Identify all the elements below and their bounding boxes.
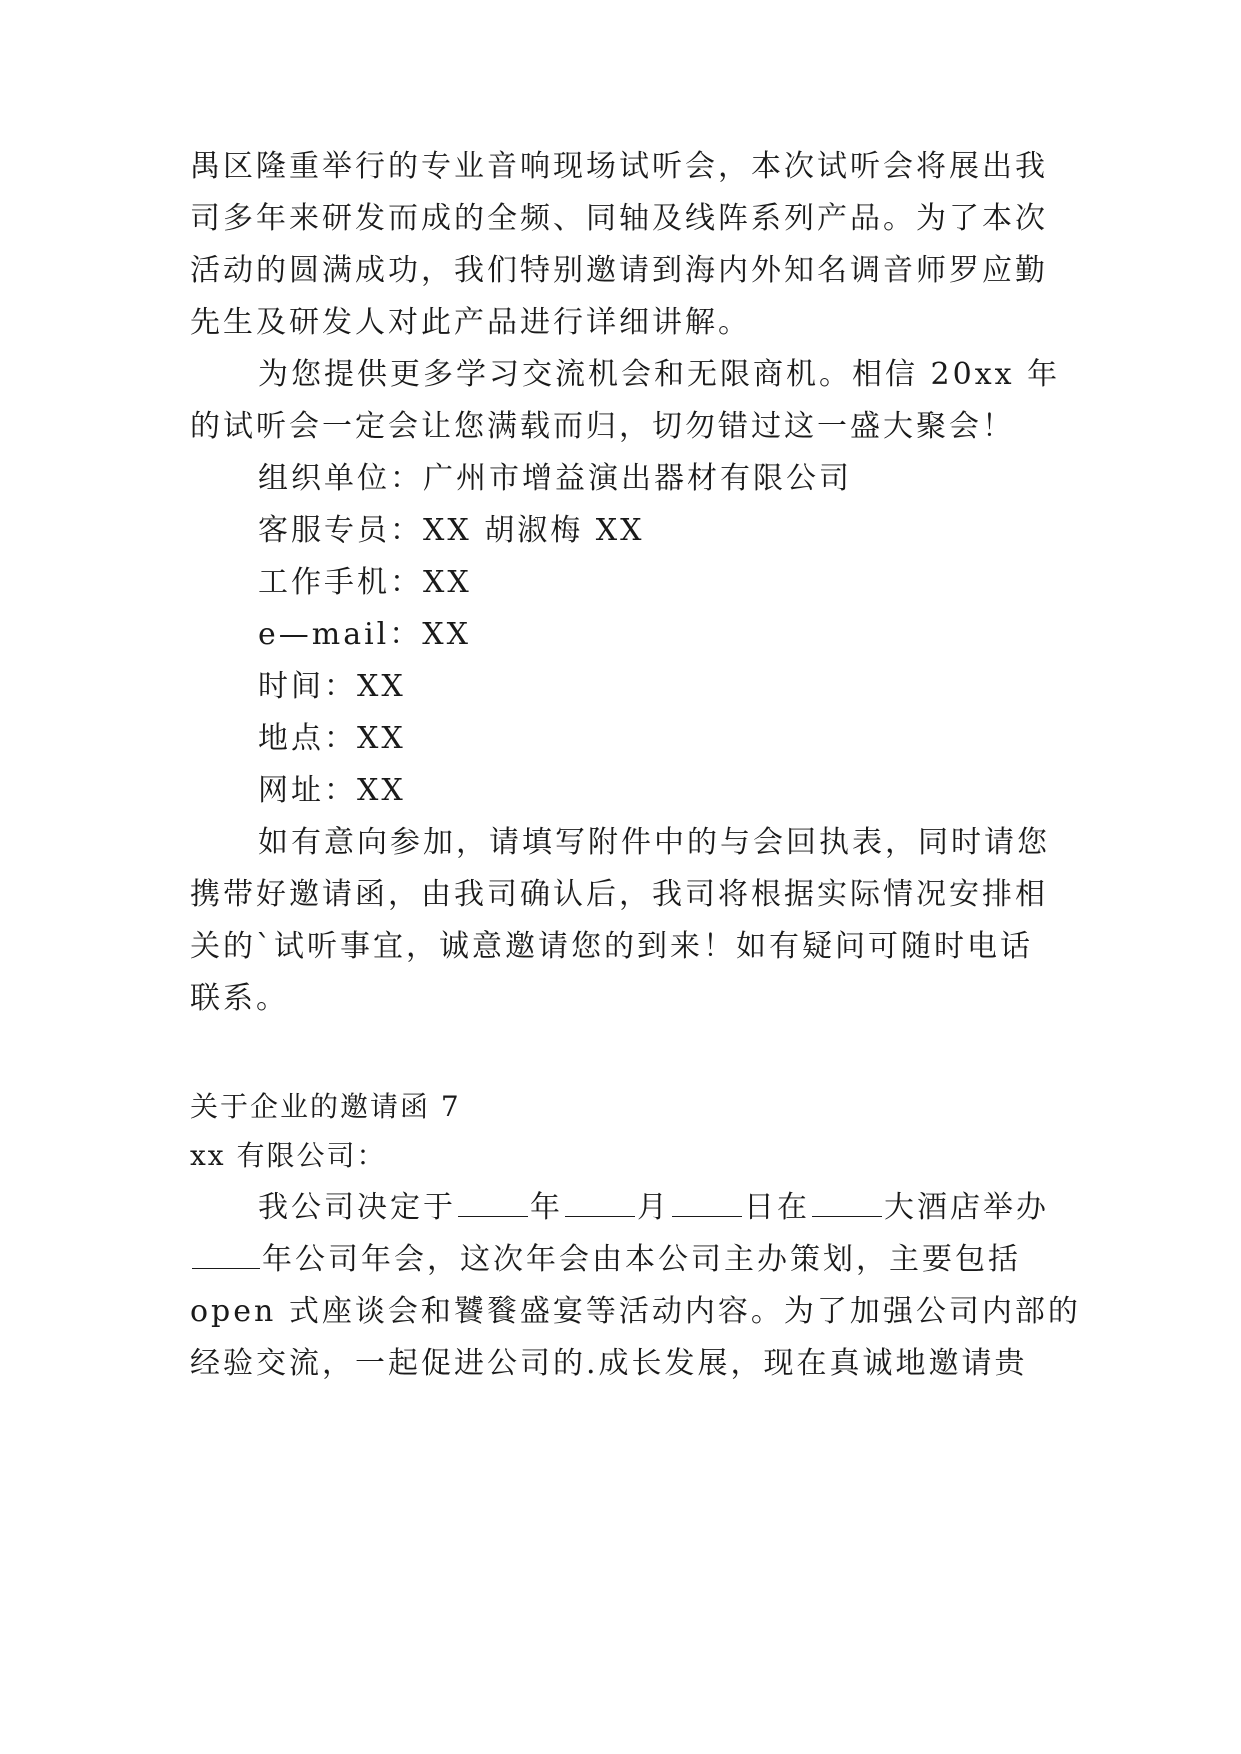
- paragraph-line: 关的`试听事宜，诚意邀请您的到来！如有疑问可随时电话: [190, 929, 1033, 964]
- date-text: 年: [530, 1190, 563, 1225]
- website-line: 网址：XX: [258, 773, 406, 808]
- date-text: 日在: [744, 1190, 810, 1225]
- date-text: 大酒店举办: [884, 1190, 1049, 1225]
- day-blank: [672, 1190, 742, 1217]
- document-page: [190, 0, 1081, 1754]
- paragraph-line: open 式座谈会和饕餮盛宴等活动内容。为了加强公司内部的: [190, 1294, 1081, 1329]
- date-text: 我公司决定于: [258, 1190, 456, 1225]
- paragraph-line: 携带好邀请函，由我司确认后，我司将根据实际情况安排相: [190, 877, 1048, 912]
- paragraph-text: 年公司年会，这次年会由本公司主办策划，主要包括: [262, 1242, 1021, 1277]
- paragraph-line: 活动的圆满成功，我们特别邀请到海内外知名调音师罗应勤: [190, 253, 1048, 288]
- paragraph-line: 的试听会一定会让您满载而归，切勿错过这一盛大聚会！: [190, 409, 1015, 444]
- paragraph-line: 如有意向参加，请填写附件中的与会回执表，同时请您: [258, 825, 1050, 860]
- phone-line: 工作手机：XX: [258, 565, 472, 600]
- place-line: 地点：XX: [258, 721, 406, 756]
- paragraph-line: 为您提供更多学习交流机会和无限商机。相信 20xx 年: [258, 357, 1061, 392]
- paragraph-line: 禺区隆重举行的专业音响现场试听会，本次试听会将展出我: [190, 149, 1048, 184]
- paragraph-line: 司多年来研发而成的全频、同轴及线阵系列产品。为了本次: [190, 201, 1048, 236]
- date-text: 月: [637, 1190, 670, 1225]
- service-line: 客服专员：XX 胡淑梅 XX: [258, 513, 645, 548]
- organizer-line: 组织单位：广州市增益演出器材有限公司: [258, 461, 852, 496]
- email-line: e—mail：XX: [258, 617, 471, 652]
- paragraph-line: 先生及研发人对此产品进行详细讲解。: [190, 305, 751, 340]
- paragraph-line: 经验交流，一起促进公司的.成长发展，现在真诚地邀请贵: [190, 1346, 1028, 1381]
- date-line: [258, 1188, 1049, 1228]
- month-blank: [565, 1190, 635, 1217]
- time-line: 时间：XX: [258, 669, 406, 704]
- paragraph-line: [190, 1240, 1021, 1280]
- year-blank: [192, 1242, 260, 1269]
- year-blank: [458, 1190, 528, 1217]
- hotel-blank: [812, 1190, 882, 1217]
- section-title: 关于企业的邀请函 7: [190, 1090, 461, 1123]
- salutation: xx 有限公司：: [190, 1139, 387, 1172]
- paragraph-line: 联系。: [190, 981, 289, 1016]
